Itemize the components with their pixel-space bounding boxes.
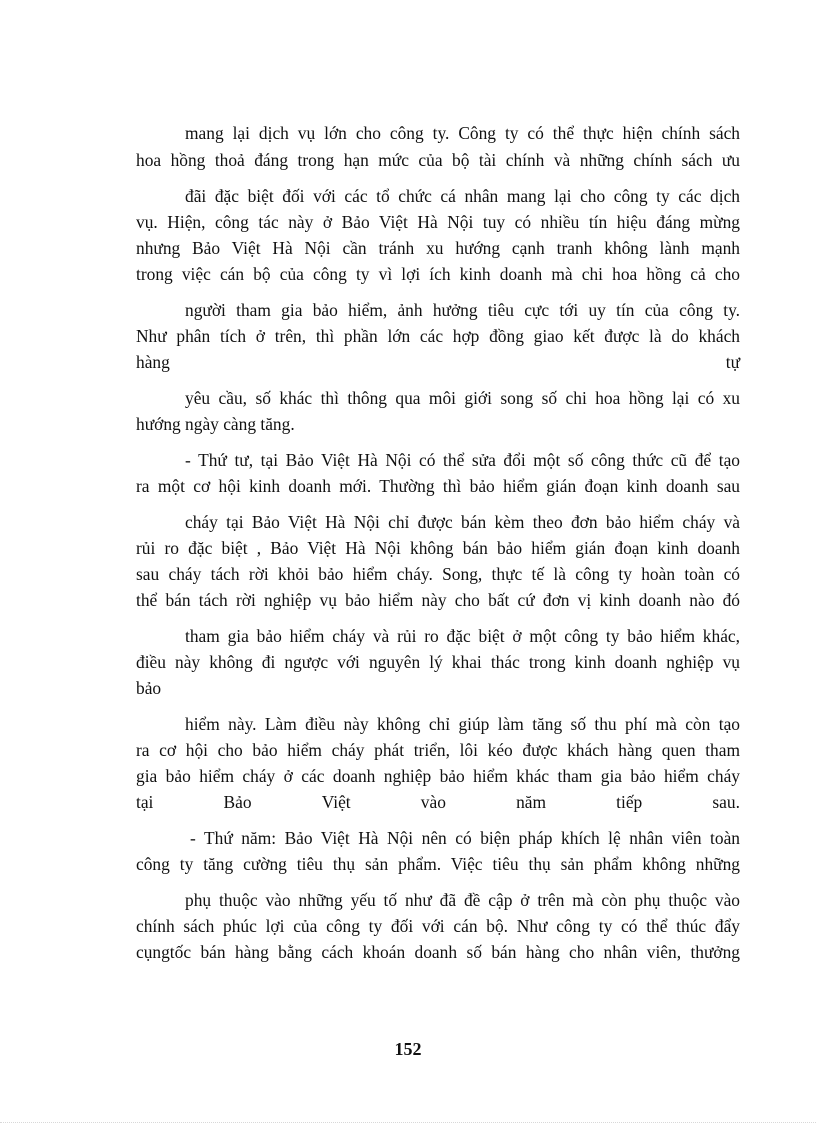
- text-line: thể bán tách rời nghiệp vụ bảo hiểm này cho bất cứ đơn vị kinh doanh nào đó: [136, 590, 740, 610]
- text-line: đãi đặc biệt đối với các tổ chức cá nhân mang lại cho công ty các dịch: [185, 186, 740, 206]
- text-word: tự: [725, 352, 740, 372]
- text-word: năm: [516, 792, 547, 812]
- text-line: người tham gia bảo hiểm, ảnh hưởng tiêu cực tới uy tín của công ty.: [185, 300, 740, 320]
- text-line: nhưng Bảo Việt Hà Nội cần tránh xu hướng cạnh tranh không lành mạnh: [136, 238, 740, 258]
- text-word: tại: [136, 792, 154, 812]
- text-line: - Thứ năm: Bảo Việt Hà Nội nên có biện pháp khích lệ nhân viên toàn: [190, 828, 740, 848]
- text-line: ra cơ hội cho bảo hiểm cháy phát triển, lôi kéo được khách hàng quen tham: [136, 740, 740, 760]
- text-line: phụ thuộc vào những yếu tố như đã đề cập ở trên mà còn phụ thuộc vào: [185, 890, 740, 910]
- page-number: 152: [394, 1039, 422, 1059]
- text-line: ra một cơ hội kinh doanh mới. Thường thì bảo hiểm gián đoạn kinh doanh sau: [136, 476, 740, 496]
- text-word: vào: [420, 792, 446, 812]
- text-word: hàng: [136, 352, 170, 372]
- text-line: hoa hồng thoả đáng trong hạn mức của bộ tài chính và những chính sách ưu: [136, 150, 740, 170]
- text-line: Như phân tích ở trên, thì phần lớn các hợp đồng giao kết được là do khách: [136, 326, 740, 346]
- text-line: công ty tăng cường tiêu thụ sản phẩm. Việc tiêu thụ sản phẩm không những: [136, 854, 740, 874]
- text-line: hiểm này. Làm điều này không chỉ giúp làm tăng số thu phí mà còn tạo: [185, 714, 740, 734]
- text-line: yêu cầu, số khác thì thông qua môi giới song số chi hoa hồng lại có xu: [185, 388, 740, 408]
- text-line: chính sách phúc lợi của công ty đối với cán bộ. Như công ty có thể thúc đẩy: [136, 916, 740, 936]
- text-line: - Thứ tư, tại Bảo Việt Hà Nội có thể sửa đổi một số công thức cũ để tạo: [185, 450, 740, 470]
- text-line: vụ. Hiện, công tác này ở Bảo Việt Hà Nội tuy có nhiều tín hiệu đáng mừng: [136, 212, 740, 232]
- text-word: Bảo: [223, 792, 252, 812]
- text-line: gia bảo hiểm cháy ở các doanh nghiệp bảo hiểm khác tham gia bảo hiểm cháy: [136, 766, 740, 786]
- text-line: tham gia bảo hiểm cháy và rủi ro đặc biệt ở một công ty bảo hiểm khác,: [185, 626, 740, 646]
- text-line: rủi ro đặc biệt , Bảo Việt Hà Nội không bán bảo hiểm gián đoạn kinh doanh: [136, 538, 740, 558]
- text-line: điều này không đi ngược với nguyên lý khai thác trong kinh doanh nghiệp vụ: [136, 652, 740, 672]
- text-line: trong việc cán bộ của công ty vì lợi ích kinh doanh mà chi hoa hồng cả cho: [136, 264, 740, 284]
- text-line: bảo: [136, 678, 162, 698]
- text-word: Việt: [321, 792, 351, 812]
- text-line: mang lại dịch vụ lớn cho công ty. Công ty có thể thực hiện chính sách: [185, 123, 740, 143]
- text-line: hướng ngày càng tăng.: [136, 414, 295, 434]
- text-word: tiếp: [616, 792, 643, 812]
- text-line: cụngtốc bán hàng bằng cách khoán doanh số bán hàng cho nhân viên, thưởng: [136, 942, 740, 962]
- text-line-split: [136, 790, 740, 814]
- text-line: sau cháy tách rời khỏi bảo hiểm cháy. Song, thực tế là công ty hoàn toàn có: [136, 564, 740, 584]
- text-line-split: [136, 350, 740, 374]
- text-word: sau.: [712, 792, 740, 812]
- text-line: cháy tại Bảo Việt Hà Nội chỉ được bán kèm theo đơn bảo hiểm cháy và: [185, 512, 740, 532]
